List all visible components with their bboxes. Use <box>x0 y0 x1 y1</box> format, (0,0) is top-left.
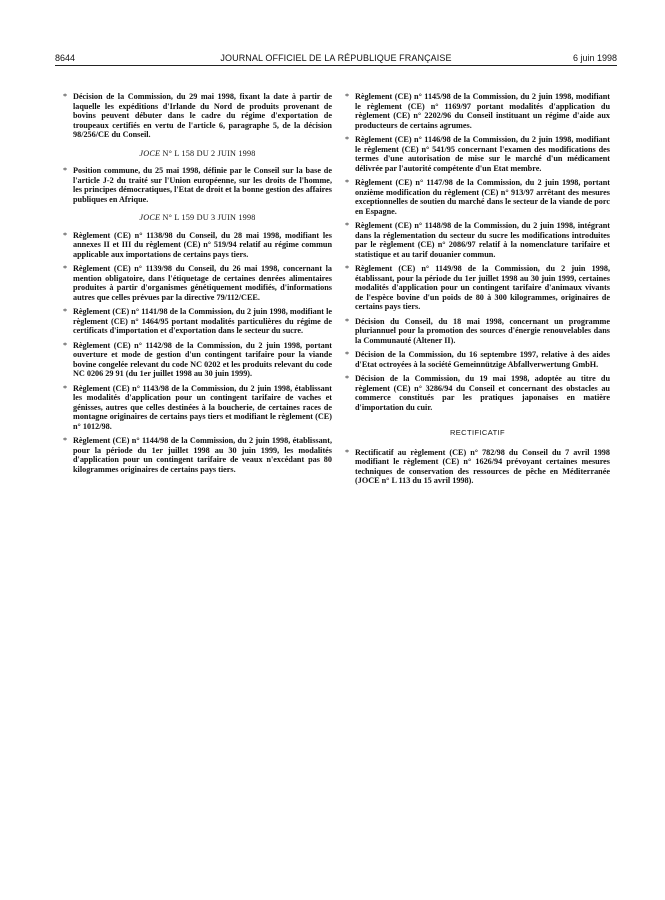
list-item <box>345 317 610 346</box>
bullet-asterisk: * <box>63 230 68 240</box>
list-item <box>63 307 332 336</box>
item-text: Décision de la Commission, du 19 mai 1998, adoptée au titre du règlement (CE) n° 3286/94 du Conseil et concernant des obstacles au commerce constitués par les pratiques japonaises en matière d'importation du cuir. <box>355 374 610 412</box>
heading-text: N° L 158 DU 2 JUIN 1998 <box>160 148 256 158</box>
item-text: Rectificatif au règlement (CE) n° 782/98 du Conseil du 7 avril 1998 modifiant le règlement (CE) n° 1626/94 prévoyant certaines mesures techniques de conservation des ressources de pêche en Méditerranée (JOCE n° L 113 du 15 avril 1998). <box>355 447 610 485</box>
left-list-1 <box>63 92 332 140</box>
bullet-asterisk: * <box>345 264 350 273</box>
header-rule <box>55 65 617 66</box>
bullet-asterisk: * <box>63 166 68 175</box>
bullet-asterisk: * <box>345 447 350 457</box>
page-number: 8644 <box>55 53 76 63</box>
item-text: Règlement (CE) n° 1147/98 de la Commission, du 2 juin 1998, portant onzième modification du règlement (CE) n° 913/97 arrêtant des mesures exceptionnelles de soutien du marché dans le secteur de la viande de porc en Espagne. <box>355 178 610 216</box>
list-item <box>63 436 332 474</box>
joce-heading-l158 <box>63 149 332 159</box>
list-item <box>345 374 610 412</box>
item-text: Règlement (CE) n° 1138/98 du Conseil, du 28 mai 1998, modifiant les annexes II et III du règlement (CE) n° 519/94 relatif au régime commun applicable aux importations de certains pays tiers. <box>73 230 332 259</box>
right-list-1 <box>345 92 610 412</box>
left-list-2 <box>63 166 332 204</box>
list-item <box>345 448 610 486</box>
bullet-asterisk: * <box>63 264 68 273</box>
list-item <box>63 166 332 204</box>
left-list-3 <box>63 231 332 475</box>
page-header <box>55 51 617 65</box>
item-text: Règlement (CE) n° 1141/98 de la Commission, du 2 juin 1998, modifiant le règlement (CE) n° 1464/95 portant modalités particulières du régime de certificats d'importation et d'exportation dans le secteur du sucre. <box>73 307 332 335</box>
item-text: Règlement (CE) n° 1144/98 de la Commission, du 2 juin 1998, établissant, pour la période du 1er juillet 1998 au 30 juin 1999, les modalités d'application pour un contingent tarifaire de veaux n'excédant pas 80 kilogrammes originaires de certains pays tiers. <box>73 436 332 474</box>
list-item <box>63 384 332 432</box>
right-list-2 <box>345 448 610 486</box>
list-item <box>63 92 332 140</box>
item-text: Règlement (CE) n° 1149/98 de la Commission, du 2 juin 1998, établissant, pour la période du 1er juillet 1998 au 30 juin 1999, certaines modalités d'application pour un contingent tarifaire d'animaux vivants de l'espèce bovine d'un poids de 80 à 300 kilogrammes, originaires de certains pays tiers. <box>355 264 610 311</box>
item-text: Règlement (CE) n° 1148/98 de la Commission, du 2 juin 1998, intégrant dans la réglementation du secteur du sucre les modifications introduites par le règlement (CE) n° 2086/97 relatif à la nomenclature tarifaire et statistique et au tarif douanier commun. <box>355 221 610 259</box>
list-item <box>345 92 610 130</box>
journal-title: JOURNAL OFFICIEL DE LA RÉPUBLIQUE FRANÇAISE <box>220 53 452 63</box>
list-item <box>63 264 332 302</box>
bullet-asterisk: * <box>345 92 350 101</box>
item-text: Règlement (CE) n° 1142/98 de la Commission, du 2 juin 1998, portant ouverture et mode de gestion d'un contingent tarifaire pour la viande bovine congelée relevant du code NC 0202 et les produits relevant du code NC 0206 29 91 (du 1er juillet 1998 au 30 juin 1999). <box>73 340 332 378</box>
list-item <box>63 231 332 260</box>
list-item <box>345 221 610 259</box>
bullet-asterisk: * <box>345 374 350 383</box>
bullet-asterisk: * <box>345 221 350 230</box>
item-text: Décision de la Commission, du 29 mai 1998, fixant la date à partir de laquelle les expéditions d'Irlande du Nord de produits provenant de bovins peuvent débuter dans le cadre du régime d'exportation de troupeaux certifiés en vertu de l'article 6, paragraphe 5, de la décision 98/256/CE du Conseil. <box>73 92 332 139</box>
item-text: Règlement (CE) n° 1146/98 de la Commission, du 2 juin 1998, modifiant le règlement (CE) n° 541/95 concernant l'examen des modifications des termes d'une autorisation de mise sur le marché d'un médicament délivrée par l'autorité compétente d'un Etat membre. <box>355 135 610 173</box>
list-item <box>345 178 610 216</box>
bullet-asterisk: * <box>345 350 350 359</box>
issue-date: 6 juin 1998 <box>572 53 617 63</box>
left-column <box>63 92 332 479</box>
joce-heading-l159 <box>63 213 332 223</box>
bullet-asterisk: * <box>345 178 350 187</box>
item-text: Décision de la Commission, du 16 septembre 1997, relative à des aides d'Etat octroyées à la société Gemeinnützige Abfallverwertung GmbH. <box>355 350 610 369</box>
joce-abbrev: JOCE <box>139 213 161 222</box>
list-item <box>345 264 610 312</box>
bullet-asterisk: * <box>63 92 68 101</box>
item-text: Règlement (CE) n° 1145/98 de la Commission, du 2 juin 1998, modifiant le règlement (CE) n° 1169/97 portant modalités d'application du règlement (CE) n° 2202/96 du Conseil instituant un régime d'aide aux producteurs de certains agrumes. <box>355 92 610 130</box>
item-text: Décision du Conseil, du 18 mai 1998, concernant un programme pluriannuel pour la promotion des sources d'énergie renouvelables dans la Communauté (Altener II). <box>355 316 610 345</box>
right-column <box>345 92 610 491</box>
bullet-asterisk: * <box>63 340 68 350</box>
rectificatif-heading: RECTIFICATIF <box>449 428 506 437</box>
item-text: Règlement (CE) n° 1143/98 de la Commission, du 2 juin 1998, établissant les modalités d'application pour un contingent tarifaire de vaches et génisses, autres que celles destinées à la boucherie, de certaines races de montagne originaires de certains pays tiers et modifiant le règlement (CE) n° 1012/98. <box>73 383 332 431</box>
heading-text: N° L 159 DU 3 JUIN 1998 <box>160 213 256 222</box>
item-text: Règlement (CE) n° 1139/98 du Conseil, du 26 mai 1998, concernant la mention obligatoire, dans l'étiquetage de certaines denrées alimentaires produites à partir d'organismes génétiquement modifiés, d'informations autres que celles prévues par la directive 79/112/CEE. <box>73 264 332 302</box>
bullet-asterisk: * <box>63 307 68 316</box>
list-item <box>345 135 610 173</box>
bullet-asterisk: * <box>63 436 68 445</box>
list-item <box>63 341 332 379</box>
bullet-asterisk: * <box>345 135 350 144</box>
list-item <box>345 350 610 369</box>
bullet-asterisk: * <box>63 383 68 393</box>
joce-abbrev: JOCE <box>139 148 161 158</box>
item-text: Position commune, du 25 mai 1998, définie par le Conseil sur la base de l'article J-2 du traité sur l'Union européenne, sur les droits de l'homme, les principes démocratiques, l'Etat de droit et la bonne gestion des affaires publiques en Afrique. <box>73 166 332 204</box>
bullet-asterisk: * <box>345 316 350 326</box>
